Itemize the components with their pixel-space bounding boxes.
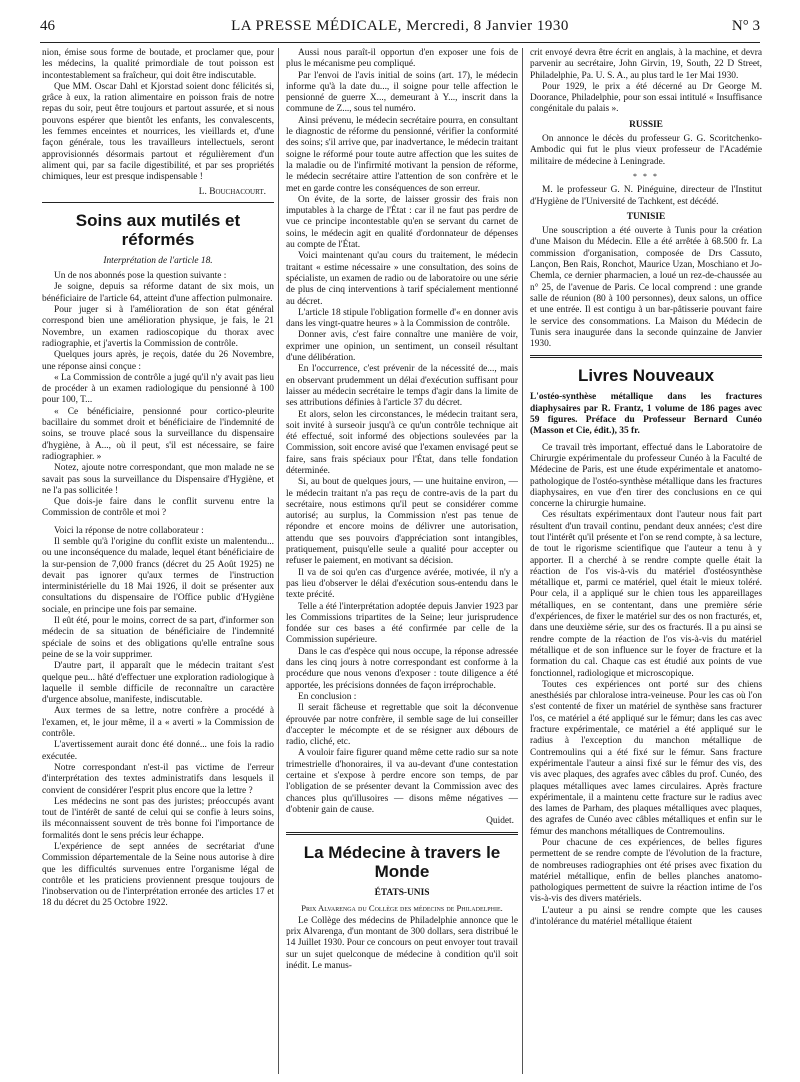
section-title: La Médecine à travers le Monde <box>303 843 501 882</box>
country-heading-tunisie: TUNISIE <box>626 211 666 222</box>
paragraph: En conclusion : <box>298 691 357 702</box>
paragraph: Donner avis, c'est faire connaître une manière de voir, exprimer une opinion, un sentiment, un conseil résultant d'une délibération. <box>286 330 518 364</box>
paragraph: nion, émise sous forme de boutade, et proclamer que, pour les médecins, la qualité primordiale de tout poisson est incontestablement sa fraîcheur, qui doit être indiscutable. <box>42 48 274 81</box>
paragraph: Il semble qu'à l'origine du conflit existe un malentendu... ou une inconséquence du malade, lequel étant bénéficiaire de la sur-pension de 7,000 francs (décret du 25 Août 1925) ne devait pas ignorer qu'aux termes de l'instruction interministérielle du 18 Mai 1926, il doit se présenter aux consultations du dispensaire de l'Office public d'Hygiène sociale, en principe une fois par semaine. <box>42 536 274 615</box>
paragraph: D'autre part, il apparaît que le médecin traitant s'est quelque peu... hâté d'effectuer une exploration radiologique à laquelle il semble difficile de reconnaître un caractère d'urgence absolue, manifeste, indiscutable. <box>42 661 274 706</box>
paragraph: A vouloir faire figurer quand même cette radio sur sa note trimestrielle d'honoraires, il va au-devant d'une contestation certaine et s'expose à perdre encore son temps, de par l'obligation de se présenter devant la Commission avec des chances plus qu'illusoires — disons même négatives — d'obtenir gain de cause. <box>286 748 518 815</box>
paragraph: Si, au bout de quelques jours, — une huitaine environ, — le médecin traitant n'a pas reçu de contre-avis de la part du secrétaire, nous estimons qu'il peut se considérer comme autorisé; au surplus, la Commission n'est pas tenue de répondre et encore moins de délivrer une autorisation, attendu que ses pouvoirs d'appréciation sont intangibles, pratiquement, puisqu'elle seule a qualité pour accepter ou refuser le paiement, en motivant sa décision. <box>286 477 518 567</box>
page-number: 46 <box>40 18 55 34</box>
section-title: Soins aux mutilés et réformés <box>75 210 241 249</box>
header-rule <box>40 42 760 43</box>
article-signature: Quidet. <box>486 816 514 827</box>
paragraph: Ces résultats expérimentaux dont l'auteur nous fait part résultent d'un travail continu, pendant deux années; c'est dire tout l'intérêt qu'il présente et l'on se rend compte, à sa lecture, de tout le rigorisme scientifique que l'auteur a tenu à y apporter. Il a cherché à se rendre compte quelle était la réaction de l'os vis-à-vis du matériel d'ostéosynthèse métallique et, parmi ce matériel, quel était le mieux toléré. Pour cela, il a appliqué sur le chien tous les appareillages métalliques, en se contentant, dans une première série d'expériences, de fixer le matériel sur des os non fracturés, et, dans une deuxième série, sur des os fracturés. Il a pu ainsi se rendre compte de la réaction de l'os vis-à-vis du matériel métallique et de son influence sur le foyer de fracture et la formation du cal. Chaque cas est étudié aux points de vue fonctionnel, radiologique et microscopique. <box>530 510 762 679</box>
paragraph: Voici maintenant qu'au cours du traitement, le médecin traitant « estime nécessaire » une consultation, des soins de spécialiste, un examen de radio ou de laboratoire ou une série de plus de cinq interventions à tarif spécialement mentionné au décret. <box>286 251 518 307</box>
book-reference: L'ostéo-synthèse métallique dans les fractures diaphysaires par R. Frantz, 1 volume de 186 pages avec 59 figures. Préface du Professeur Bernard Cunéo (Masson et Cie, édit.), 35 fr. <box>530 392 762 437</box>
paragraph: L'expérience de sept années de secrétariat d'une Commission départementale de la Seine nous autorise à dire que les difficultés survenues entre l'organisme légal de contrôle et les praticiens proviennent presque toujours de l'inobservation ou de l'interprétation erronée des articles 17 et 18 du décret du 25 Octobre 1922. <box>42 842 274 909</box>
paragraph: Dans le cas d'espèce qui nous occupe, la réponse adressée dans les cinq jours à notre correspondant est conforme à la procédure que nous venons d'exposer : toute diligence a été apportée, les précisions données de façon irréprochable. <box>286 646 518 691</box>
paragraph: Il serait fâcheuse et regrettable que soit la déconvenue éprouvée par notre confrère, il semble sage de lui conseiller d'accepter le mécompte et de se résigner aux débours de radio, cliché, etc. <box>286 703 518 748</box>
page-header <box>40 18 760 38</box>
paragraph: Voici la réponse de notre collaborateur : <box>54 525 204 536</box>
paragraph: L'article 18 stipule l'obligation formelle d'« en donner avis dans les vingt-quatre heures » à la Commission de contrôle. <box>286 307 518 330</box>
issue-number: N° 3 <box>731 18 760 34</box>
paragraph: Notez, ajoute notre correspondant, que mon malade ne se savait pas sous la surveillance du Dispensaire d'Hygiène, et ne l'a pas sollicitée ! <box>42 463 274 496</box>
paragraph: Pour juger si à l'amélioration de son état général correspond bien une amélioration physique, je fais, le 21 Novembre, un examen radioscopique du thorax avec radiographie, et j'avertis la Commission de contrôle. <box>42 305 274 349</box>
paragraph: Il va de soi qu'en cas d'urgence avérée, motivée, il n'y a pas lieu d'observer le délai d'exécution sous-entendu dans le texte précité. <box>286 567 518 601</box>
section-title: Livres Nouveaux <box>577 366 715 386</box>
paragraph: « Ce bénéficiaire, pensionné pour cortico-pleurite bacillaire du sommet droit et bénéficiaire de l'indemnité de soins, se trouve placé sous la surveillance du dispensaire d'hygiène, à A..., où il peut, s'il est nécessaire, se faire radiographier. » <box>42 406 274 462</box>
paragraph: Telle a été l'interprétation adoptée depuis Janvier 1923 par les Commissions tripartites de la Seine; leur jurisprudence fondée sur ces bases a été confirmée par celle de la Commission supérieure. <box>286 601 518 646</box>
paragraph: Le Collège des médecins de Philadelphie annonce que le prix Alvarenga, d'un montant de 300 dollars, sera distribué le 14 Juillet 1930. Pour ce concours on peut envoyer tout travail sur un sujet quelconque de médecine à condition qu'il soit inédit. Le manus- <box>286 915 518 971</box>
paragraph: On annonce le décès du professeur G. G. Scoritchenko-Ambodic qui fut le plus vieux professeur de l'Académie militaire de médecine à Leningrade. <box>530 134 762 167</box>
paragraph: Que MM. Oscar Dahl et Kjorstad soient donc félicités si, grâce à eux, la ration alimentaire en poisson frais de notre repas du soir, peut être toujours et partout assurée, et si nous pouvons espérer que bientôt les enfants, les convalescents, les femmes enceintes et nourrices, les vieillards et, d'une façon générale, tous les travailleurs intellectuels, seront approvisionnés désormais partout et régulièrement d'un aliment qui, par sa facile digestibilité, et par ses propriétés chimiques, leur est presque indispensable ! <box>42 81 274 183</box>
paragraph: Notre correspondant n'est-il pas victime de l'erreur d'interprétation des textes administratifs dans lesquels il convient de considérer l'esprit plus encore que la lettre ? <box>42 762 274 796</box>
paragraph: Que dois-je faire dans le conflit survenu entre la Commission de contrôle et moi ? <box>42 497 274 519</box>
paragraph: L'auteur a pu ainsi se rendre compte que les causes d'intolérance du matériel métallique étaient <box>530 905 762 928</box>
paragraph: Pour 1929, le prix a été décerné au Dr George M. Doorance, Philadelphie, pour son essai intitulé « Insuffisance congénitale du palais ». <box>530 81 762 115</box>
paragraph: Ce travail très important, effectué dans le Laboratoire de Chirurgie expérimentale du professeur Cunéo à la Faculté de Médecine de Paris, est une étude expérimentale et anatomo-pathologique de l'ostéo-synthèse métallique dans les fractures diaphysaires, en vue d'en tirer des conclusions en ce qui concerne la chirurgie humaine. <box>530 442 762 510</box>
paragraph: On évite, de la sorte, de laisser grossir des frais non imputables à la charge de l'État : car il ne faut pas perdre de vue ce principe incontestable qu'en se servant du carnet de soins, le médecin agit en qualité d'ordonnateur de dépenses au compte de l'État. <box>286 194 518 251</box>
paragraph: L'avertissement aurait donc été donné... une fois la radio exécutée. <box>42 740 274 762</box>
section-divider <box>42 202 274 203</box>
paragraph: Aux termes de sa lettre, notre confrère a procédé à l'examen, et, le jour même, il a « averti » la Commission de contrôle. <box>42 706 274 740</box>
paragraph: Aussi nous paraît-il opportun d'en exposer une fois de plus le mécanisme peu compliqué. <box>286 48 518 70</box>
paragraph: Pour chacune de ces expériences, de belles figures permettent de se rendre compte de l'évolution de la fracture, de nombreuses radiographies ont été prises avec fixation du matériel métallique, enfin de belles planches anatomo-pathologiques permettent de suivre la réaction intime de l'os vis-à-vis des divers matériels. <box>530 838 762 905</box>
column-divider-2 <box>522 48 523 1074</box>
paragraph: Et alors, selon les circonstances, le médecin traitant sera, soit invité à surseoir jusqu'à ce qu'un contrôle technique ait été effectué, soit informé des objections soulevées par la Commission, soit encore avisé que l'examen envisagé peut se faire, sans frais spéciaux pour l'État, dans telle fondation déterminée. <box>286 409 518 476</box>
paragraph: Quelques jours après, je reçois, datée du 26 Novembre, une réponse ainsi conçue : <box>42 350 274 372</box>
section-divider <box>286 832 518 835</box>
paragraph: Un de nos abonnés pose la question suivante : <box>54 271 227 282</box>
paragraph: Ainsi prévenu, le médecin secrétaire pourra, en consultant le diagnostic de réforme du pensionné, vérifier la conformité des soins; s'il arrive que, par inadvertance, le médecin traitant soigne le réformé pour toute autre affection que les suites de la maladie ou de l'infirmité motivant la pension de réforme, le médecin secrétaire attire l'attention de son confrère et le met en garde contre les conséquences de son erreur. <box>286 115 518 194</box>
country-heading-russie: RUSSIE <box>629 119 663 130</box>
journal-title: LA PRESSE MÉDICALE, Mercredi, 8 Janvier 1930 <box>231 18 569 34</box>
article-signature: L. Bouchacourt. <box>198 186 266 197</box>
paragraph: « La Commission de contrôle a jugé qu'il n'y avait pas lieu de procéder à un examen radiologique du pensionné à 100 pour 100, T... <box>42 372 274 406</box>
country-heading: ÉTATS-UNIS <box>374 888 430 899</box>
column-1 <box>42 48 274 1078</box>
paragraph: Toutes ces expériences ont porté sur des chiens anesthésiés par chloralose intra-veineuse. Pour les cas où l'on s'est contenté de fixer un matériel de synthèse sans fracturer l'os, ce matériel a été appliqué sur le fémur; dans les cas avec fracture expérimentale, ce matériel a été appliqué sur le radius à l'exception du manchon métallique de Contremoulins qui a été fixé sur le fémur. Sans fracture expérimentale l'auteur a ainsi fixé sur le fémur des vis, des vis avec plaques, des agrafes avec câbles du prof. Cunéo, des plaques métalliques avec lames circulaires. Après fracture expérimentale, il a maintenu cette fracture sur le radius avec des lames de Parham, des plaques métalliques avec plaques, des agrafes de Cunéo avec câbles métalliques et enfin sur le fémur des manchons métalliques de Contremoulins. <box>530 679 762 837</box>
paragraph: Les médecins ne sont pas des juristes; préoccupés avant tout de l'intérêt de santé de celui qui se confie à leurs soins, ils méconnaissent souvent de très bonne foi l'importance de formalités dont le sens précis leur échappe. <box>42 796 274 841</box>
paragraph: Il eût été, pour le moins, correct de sa part, d'informer son médecin de sa situation de bénéficiaire de l'indemnité spéciale de soins et des obligations qu'elle entraîne sous peine de se la voir supprimer. <box>42 616 274 660</box>
paragraph: Par l'envoi de l'avis initial de soins (art. 17), le médecin informe qu'à la date du..., il soigne pour telle affection le pensionné de guerre X..., demeurant à Y..., inscrit dans la commune de Z..., sous tel numéro. <box>286 70 518 115</box>
section-subtitle: Interprétation de l'article 18. <box>103 255 213 266</box>
column-3 <box>530 48 762 1078</box>
column-divider-1 <box>278 48 279 1074</box>
section-divider <box>530 355 762 358</box>
stars-separator: * * * <box>633 171 659 181</box>
paragraph: crit envoyé devra être écrit en anglais, à la machine, et devra parvenir au secrétaire, John Girvin, 19, South, 22 D Street, Philadelphie, Pa. U. S. A., au plus tard le 1er Mai 1930. <box>530 48 762 81</box>
paragraph: Je soigne, depuis sa réforme datant de six mois, un bénéficiaire de l'article 64, atteint d'une affection pulmonaire. <box>42 282 274 304</box>
prize-heading: Prix Alvarenga du Collège des médecins de Philadelphie. <box>301 902 503 913</box>
paragraph: Une souscription a été ouverte à Tunis pour la création d'une Maison du Médecin. Elle a été arrêtée à 68.500 fr. La commission d'organisation, composée de Drs Cassuto, Lançon, Ben Rais, Ronchot, Maurice Uzan, Moschiano et Jo-Chemla, ce dernier pharmacien, a loué un rez-de-chaussée au n° 25, de l'avenue de Paris. Ce local comprend : une grande salle de réunion (80 à 100 personnes), deux salons, un office et une entrée. Il est contigu à un bar-pâtisserie pouvant faire le service des consommations. La Maison du Médecin de Tunis sera inaugurée dans la seconde quinzaine de Janvier 1930. <box>530 226 762 350</box>
paragraph: M. le professeur G. N. Pinéguine, directeur de l'Institut d'Hygiène de l'Université de Tachkent, est décédé. <box>530 185 762 207</box>
paragraph: En l'occurrence, c'est prévenir de la nécessité de..., mais en observant prudemment un délai d'exécution suffisant pour laisser au médecin secrétaire le temps d'agir dans la limite de ses attributions définies à l'article 37 du décret. <box>286 364 518 409</box>
column-2 <box>286 48 518 1078</box>
